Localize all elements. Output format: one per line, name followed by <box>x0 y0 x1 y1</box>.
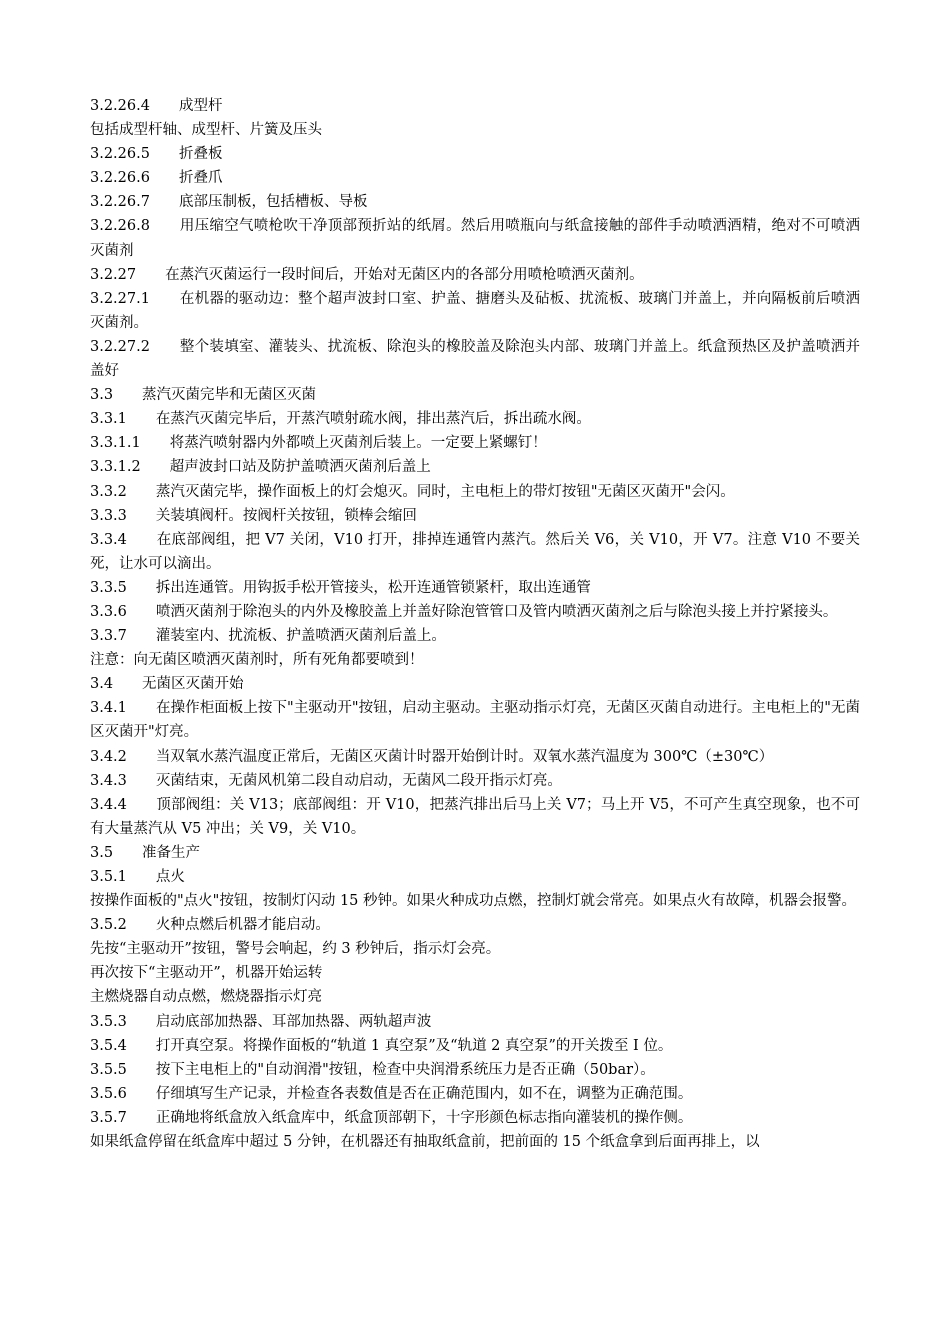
paragraph-forming-rod-parts: 包括成型杆轴、成型杆、片簧及压头 <box>90 122 322 139</box>
paragraph-3-5-2: 3.5.2 火种点燃后机器才能启动。 <box>90 917 330 934</box>
paragraph-3-4-2: 3.4.2 当双氧水蒸汽温度正常后，无菌区灭菌计时器开始倒计时。双氧水蒸汽温度为 300℃（±30℃） <box>90 748 774 765</box>
paragraph-3-5-5: 3.5.5 按下主电柜上的"自动润滑"按钮，检查中央润滑系统压力是否正确（50bar）。 <box>90 1061 655 1078</box>
paragraph-main-drive-first-press: 先按“主驱动开”按钮，警号会响起，约 3 秒钟后，指示灯会亮。 <box>90 941 501 958</box>
paragraph-3-5-3: 3.5.3 启动底部加热器、耳部加热器、两轨超声波 <box>90 1013 432 1030</box>
section-heading-3-5: 3.5 准备生产 <box>90 844 201 861</box>
paragraph-3-2-26-7: 3.2.26.7 底部压制板，包括槽板、导板 <box>90 194 368 211</box>
paragraph-3-2-26-4: 3.2.26.4 成型杆 <box>90 98 223 114</box>
paragraph-main-drive-second-press: 再次按下“主驱动开”，机器开始运转 <box>90 965 323 982</box>
paragraph-3-4-1: 3.4.1 在操作柜面板上按下"主驱动开"按钮，启动主驱动。主驱动指示灯亮，无菌区灭菌自动进行。主电柜上的"无菌区灭菌开"灯亮。 <box>90 700 860 741</box>
paragraph-main-burner: 主燃烧器自动点燃，燃烧器指示灯亮 <box>90 989 322 1006</box>
paragraph-3-2-26-6: 3.2.26.6 折叠爪 <box>90 170 223 187</box>
paragraph-3-2-27-1: 3.2.27.1 在机器的驱动边：整个超声波封口室、护盖、搪磨头及砧板、扰流板、玻璃门并盖上，并向隔板前后喷洒灭菌剂。 <box>90 290 860 331</box>
section-heading-3-4: 3.4 无菌区灭菌开始 <box>90 676 244 693</box>
paragraph-3-3-2: 3.3.2 蒸汽灭菌完毕，操作面板上的灯会熄灭。同时，主电柜上的带灯按钮"无菌区灭菌开"会闪。 <box>90 483 735 500</box>
paragraph-3-3-1-1: 3.3.1.1 将蒸汽喷射器内外都喷上灭菌剂后装上。一定要上紧螺钉！ <box>90 435 547 452</box>
paragraph-3-3-4: 3.3.4 在底部阀组，把 V7 关闭，V10 打开，排掉连通管内蒸汽。然后关 V6，关 V10，开 V7。注意 V10 不要关死，让水可以滴出。 <box>90 531 860 572</box>
paragraph-3-3-5: 3.3.5 拆出连通管。用钩扳手松开管接头，松开连通管锁紧杆，取出连通管 <box>90 579 591 596</box>
note-paragraph: 注意：向无菌区喷洒灭菌剂时，所有死角都要喷到！ <box>90 652 424 669</box>
paragraph-3-5-4: 3.5.4 打开真空泵。将操作面板的“轨道 1 真空泵”及“轨道 2 真空泵”的开关拨至 I 位。 <box>90 1037 673 1054</box>
paragraph-3-2-26-5: 3.2.26.5 折叠板 <box>90 146 223 163</box>
paragraph-3-3-6: 3.3.6 喷洒灭菌剂于除泡头的内外及橡胶盖上并盖好除泡管管口及管内喷洒灭菌剂之后与除泡头接上并拧紧接头。 <box>90 603 838 620</box>
paragraph-3-3-1: 3.3.1 在蒸汽灭菌完毕后，开蒸汽喷射疏水阀，排出蒸汽后，拆出疏水阀。 <box>90 411 591 428</box>
paragraph-carton-magazine-note: 如果纸盒停留在纸盒库中超过 5 分钟，在机器还有抽取纸盒前，把前面的 15 个纸盒拿到后面再排上，以 <box>90 1134 760 1151</box>
paragraph-3-4-3: 3.4.3 灭菌结束，无菌风机第二段自动启动，无菌风二段开指示灯亮。 <box>90 772 562 789</box>
paragraph-ignition-instructions: 按操作面板的"点火"按钮，按制灯闪动 15 秒钟。如果火种成功点燃，控制灯就会常亮。如果点火有故障，机器会报警。 <box>90 893 857 910</box>
paragraph-3-5-7: 3.5.7 正确地将纸盒放入纸盒库中，纸盒顶部朝下，十字形颜色标志指向灌装机的操作侧。 <box>90 1109 693 1126</box>
paragraph-3-4-4: 3.4.4 顶部阀组：关 V13；底部阀组：开 V10，把蒸汽排出后马上关 V7；马上开 V5，不可产生真空现象，也不可有大量蒸汽从 V5 冲出；关 V9，关 V10。 <box>90 796 860 837</box>
paragraph-3-2-27-2: 3.2.27.2 整个装填室、灌装头、扰流板、除泡头的橡胶盖及除泡头内部、玻璃门并盖上。纸盒预热区及护盖喷洒并盖好 <box>90 338 860 380</box>
paragraph-3-2-26-8: 3.2.26.8 用压缩空气喷枪吹干净顶部预折站的纸屑。然后用喷瓶向与纸盒接触的部件手动喷洒酒精，绝对不可喷洒灭菌剂 <box>90 218 860 259</box>
paragraph-3-2-27: 3.2.27 在蒸汽灭菌运行一段时间后，开始对无菌区内的各部分用喷枪喷洒灭菌剂。 <box>90 266 644 283</box>
section-heading-3-3: 3.3 蒸汽灭菌完毕和无菌区灭菌 <box>90 387 317 404</box>
paragraph-3-5-1: 3.5.1 点火 <box>90 869 185 885</box>
paragraph-3-3-7: 3.3.7 灌装室内、扰流板、护盖喷洒灭菌剂后盖上。 <box>90 628 446 645</box>
paragraph-3-3-1-2: 3.3.1.2 超声波封口站及防护盖喷洒灭菌剂后盖上 <box>90 459 431 476</box>
document-page <box>90 94 860 1154</box>
paragraph-3-5-6: 3.5.6 仔细填写生产记录，并检查各表数值是否在正确范围内，如不在，调整为正确范围。 <box>90 1085 693 1102</box>
paragraph-3-3-3: 3.3.3 关装填阀杆。按阀杆关按钮，锁棒会缩回 <box>90 507 417 524</box>
